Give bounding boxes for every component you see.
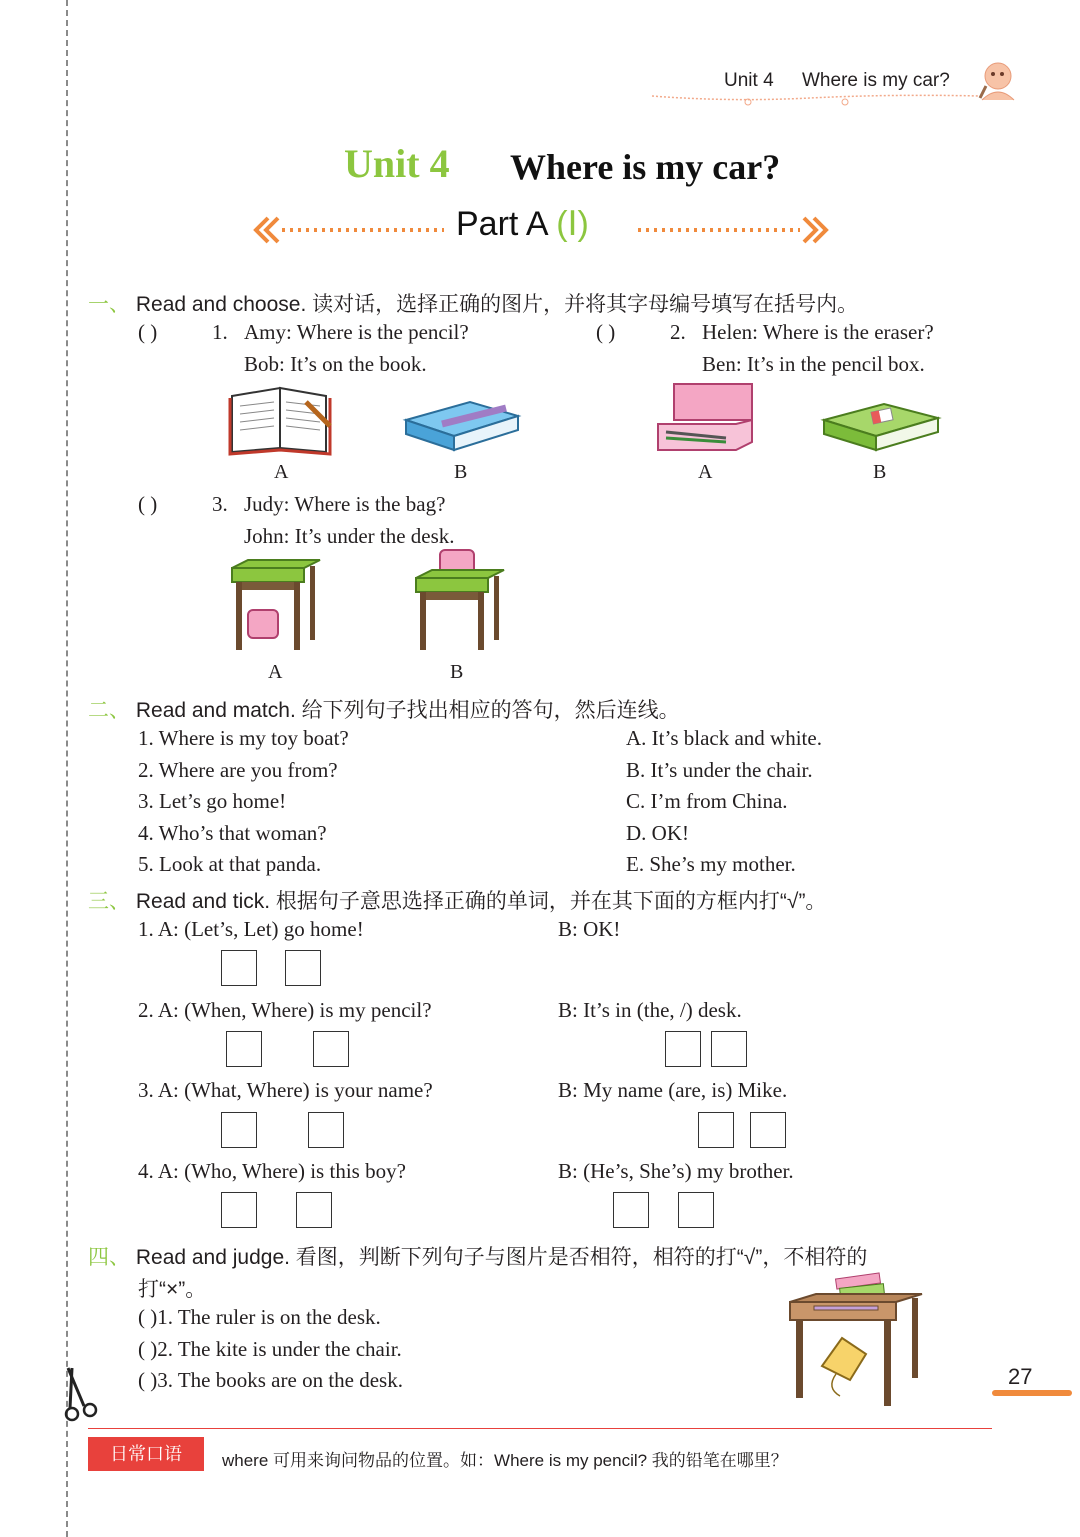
q1-label-a: A [274,461,289,483]
q3-label-b: B [450,661,464,683]
q2-line1: Helen: Where is the eraser? [702,320,934,344]
q2-label-a: A [698,461,713,483]
q3-answer-paren[interactable]: ( ) [138,492,158,516]
tick-item-4-b: B: (He’s, She’s) my brother. [558,1159,794,1183]
cut-line [66,0,68,1537]
tick-box[interactable] [221,950,257,986]
tick-box[interactable] [221,1112,257,1148]
tick-box[interactable] [750,1112,786,1148]
q1-label-b: B [454,461,468,483]
q1-number: 1. [212,320,228,344]
q3-line1: Judy: Where is the bag? [244,492,446,516]
desk-bag-on-image [412,548,508,654]
section3-title: Read and tick. 根据句子意思选择正确的单词，并在其下面的方框内打“√”。 [135,890,827,913]
match-left-4[interactable]: 4. Who’s that woman? [138,821,327,845]
desk-with-books-and-kite-image [786,1270,926,1410]
tick-box[interactable] [711,1031,747,1067]
tick-box[interactable] [313,1031,349,1067]
match-right-d[interactable]: D. OK! [626,821,689,845]
tick-item-2-b: B: It’s in (the, /) desk. [558,998,742,1022]
tick-box[interactable] [221,1192,257,1228]
section4-title-line1: Read and judge. 看图，判断下列句子与图片是否相符，相符的打“√”，不相符的 [135,1246,868,1269]
page-number: 27 [1008,1364,1033,1389]
match-right-b[interactable]: B. It’s under the chair. [626,758,813,782]
q3-line2: John: It’s under the desk. [244,524,455,548]
tick-item-3-b: B: My name (are, is) Mike. [558,1078,788,1102]
tick-item-1-a: 1. A: (Let’s, Let) go home! [138,917,364,941]
tick-box[interactable] [226,1031,262,1067]
match-left-3[interactable]: 3. Let’s go home! [138,789,287,813]
page-number-bar [992,1390,1072,1396]
tip-text: where 可用来询问物品的位置。如：Where is my pencil? 我的铅笔在哪里？ [222,1451,788,1470]
header-decoration [650,60,1020,110]
tick-item-1-b: B: OK! [558,917,621,941]
q1-answer-paren[interactable]: ( ) [138,320,158,344]
section3-heading [88,885,826,915]
left-chevron-decoration [248,212,448,248]
q2-line2: Ben: It’s in the pencil box. [702,352,925,376]
tick-box[interactable] [665,1031,701,1067]
match-right-c[interactable]: C. I’m from China. [626,789,788,813]
judge-item-2[interactable]: ( )2. The kite is under the chair. [138,1337,402,1361]
footer-divider [88,1428,992,1429]
section2-number: 二、 [88,699,130,722]
judge-item-1[interactable]: ( )1. The ruler is on the desk. [138,1305,381,1329]
section1-number: 一、 [88,293,130,316]
q2-number: 2. [670,320,686,344]
section1-heading [88,288,858,318]
section3-number: 三、 [88,890,130,913]
tick-box[interactable] [613,1192,649,1228]
match-left-1[interactable]: 1. Where is my toy boat? [138,726,349,750]
tick-box[interactable] [296,1192,332,1228]
q1-line1: Amy: Where is the pencil? [244,320,469,344]
tick-item-4-a: 4. A: (Who, Where) is this boy? [138,1159,406,1183]
part-roman: (Ⅰ) [556,205,589,243]
page-title: Where is my car? [510,147,781,187]
green-book-with-eraser-image [820,400,942,456]
part-label: Part A [456,205,547,243]
q1-line2: Bob: It’s on the book. [244,352,427,376]
section2-title: Read and match. 给下列句子找出相应的答句，然后连线。 [135,699,680,722]
right-chevron-decoration [634,212,834,248]
scissors-icon [60,1366,102,1426]
match-left-5[interactable]: 5. Look at that panda. [138,852,322,876]
q2-answer-paren[interactable]: ( ) [596,320,616,344]
running-header-title: Where is my car? [802,70,950,91]
desk-bag-under-image [228,558,324,654]
section1-title: Read and choose. 读对话，选择正确的图片，并将其字母编号填写在括号内。 [135,293,859,316]
q3-label-a: A [268,661,283,683]
judge-item-3[interactable]: ( )3. The books are on the desk. [138,1368,403,1392]
section4-title-line2: 打“×”。 [138,1278,207,1301]
pink-pencil-box-image [656,380,756,456]
tip-label: 日常口语 [88,1437,204,1471]
part-title [456,204,589,244]
open-book-with-pencil-image [226,378,336,456]
match-left-2[interactable]: 2. Where are you from? [138,758,338,782]
match-right-a[interactable]: A. It’s black and white. [626,726,822,750]
tick-box[interactable] [285,950,321,986]
match-right-e[interactable]: E. She’s my mother. [626,852,796,876]
running-header-unit: Unit 4 [724,70,774,91]
blue-book-with-pencil-image [402,398,522,456]
q3-number: 3. [212,492,228,516]
tick-box[interactable] [678,1192,714,1228]
section2-heading [88,694,680,724]
tick-item-3-a: 3. A: (What, Where) is your name? [138,1078,433,1102]
title-unit: Unit 4 [344,141,450,186]
tick-box[interactable] [308,1112,344,1148]
section4-heading [88,1241,867,1271]
tick-box[interactable] [698,1112,734,1148]
section4-number: 四、 [88,1246,130,1269]
q2-label-b: B [873,461,887,483]
mascot-icon [976,58,1020,106]
tick-item-2-a: 2. A: (When, Where) is my pencil? [138,998,432,1022]
